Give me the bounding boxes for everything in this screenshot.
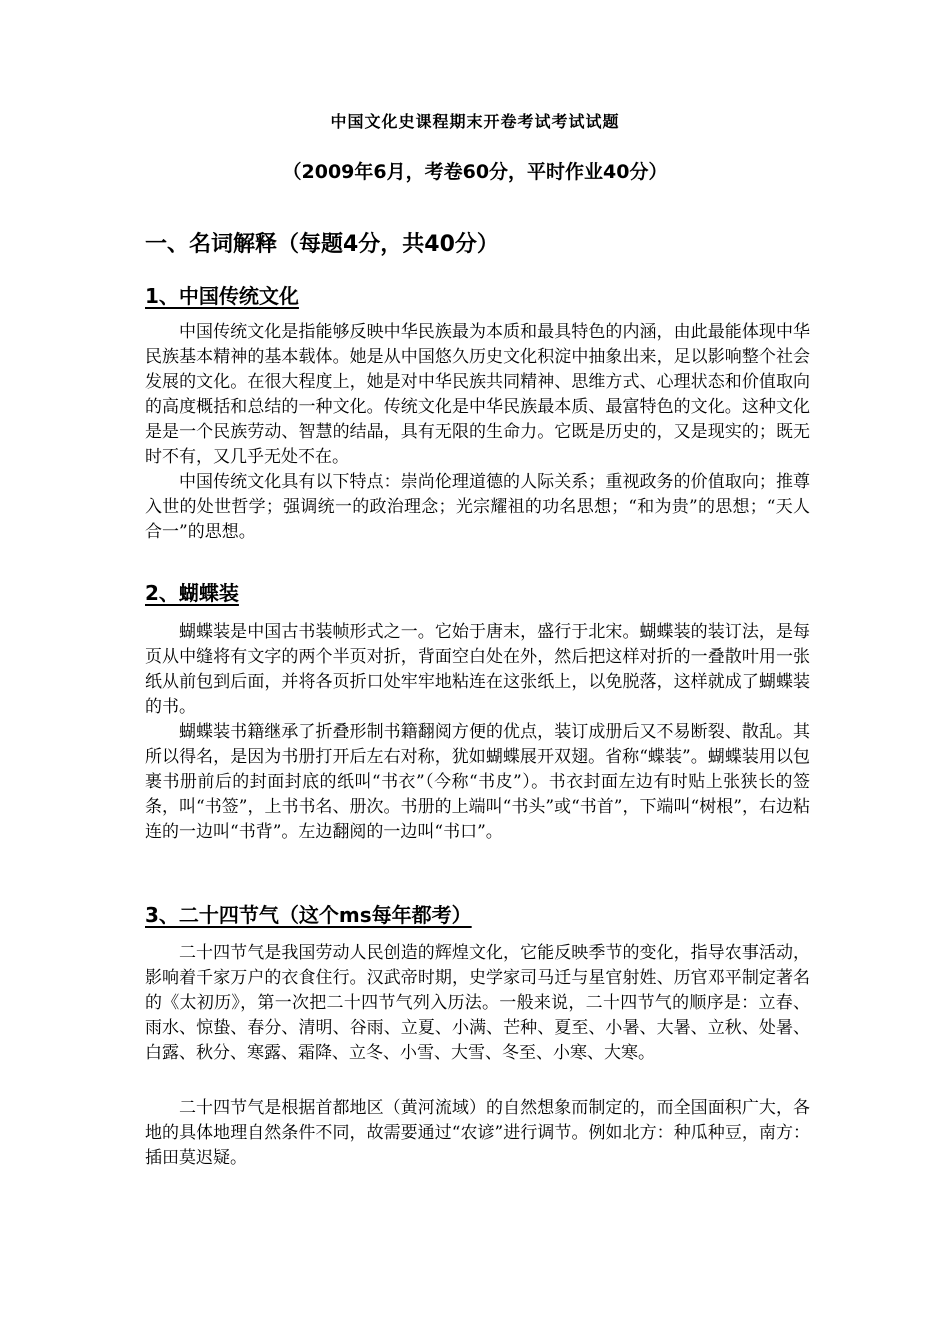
entry-heading-solar-terms: 3、二十四节气（这个ms每年都考）	[145, 903, 472, 927]
entry-2-paragraph-2: 蝴蝶装书籍继承了折叠形制书籍翻阅方便的优点，装订成册后又不易断裂、散乱。其所以得名，是因为书册打开后左右对称，犹如蝴蝶展开双翅。省称“蝶装”。蝴蝶装用以包裹书册前后的封面封底的纸叫“书衣”（今称“书皮”）。书衣封面左边有时贴上张狭长的签条，叫“书签”，上书书名、册次。书册的上端叫“书头”或“书首”，下端叫“树根”，右边粘连的一边叫“书背”。左边翻阅的一边叫“书口”。	[145, 722, 810, 842]
exam-title: 中国文化史课程期末开卷考试考试试题	[330, 112, 620, 131]
entry-2-paragraph-1: 蝴蝶装是中国古书装帧形式之一。它始于唐末，盛行于北宋。蝴蝶装的装订法，是每页从中缝将有文字的两个半页对折，背面空白处在外，然后把这样对折的一叠散叶用一张纸从前包到后面，并将各页折口处牢牢地粘连在这张纸上，以免脱落，这样就成了蝴蝶装的书。	[145, 622, 810, 717]
entry-1-paragraph-1: 中国传统文化是指能够反映中华民族最为本质和最具特色的内涵，由此最能体现中华民族基本精神的基本载体。她是从中国悠久历史文化积淀中抽象出来，足以影响整个社会发展的文化。在很大程度上，她是对中华民族共同精神、思维方式、心理状态和价值取向的高度概括和总结的一种文化。传统文化是中华民族最本质、最富特色的文化。这种文化是是一个民族劳动、智慧的结晶，具有无限的生命力。它既是历史的，又是现实的；既无时不有，又几乎无处不在。	[145, 322, 810, 467]
entry-3-paragraph-1: 二十四节气是我国劳动人民创造的辉煌文化，它能反映季节的变化，指导农事活动，影响着千家万户的衣食住行。汉武帝时期，史学家司马迁与星官射姓、历官邓平制定著名的《太初历》，第一次把二十四节气列入历法。一般来说，二十四节气的顺序是：立春、雨水、惊蛰、春分、清明、谷雨、立夏、小满、芒种、夏至、小暑、大暑、立秋、处暑、白露、秋分、寒露、霜降、立冬、小雪、大雪、冬至、小寒、大寒。	[145, 943, 810, 1063]
entry-3-paragraph-2: 二十四节气是根据首都地区（黄河流域）的自然想象而制定的，而全国面积广大，各地的具体地理自然条件不同，故需要通过“农谚”进行调节。例如北方：种瓜种豆，南方：插田莫迟疑。	[145, 1098, 810, 1168]
entry-1-paragraph-2: 中国传统文化具有以下特点：崇尚伦理道德的人际关系；重视政务的价值取向；推尊入世的处世哲学；强调统一的政治理念；光宗耀祖的功名思想；“和为贵”的思想；“天人合一”的思想。	[145, 472, 810, 542]
entry-heading-butterfly-binding: 2、蝴蝶装	[145, 581, 239, 605]
section-heading-term-explanation: 一、名词解释（每题4分，共40分）	[145, 232, 499, 257]
exam-subtitle: （2009年6月，考卷60分，平时作业40分）	[282, 161, 668, 183]
entry-heading-chinese-traditional-culture: 1、中国传统文化	[145, 284, 299, 308]
